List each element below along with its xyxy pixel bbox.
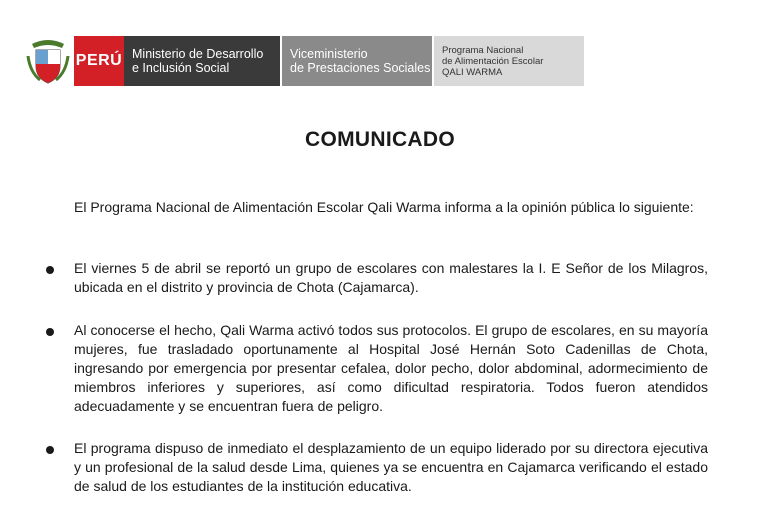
vice-line-2: de Prestaciones Sociales <box>290 61 431 75</box>
peru-coat-of-arms-icon <box>26 36 70 86</box>
bullet-marker <box>46 446 54 454</box>
program-line-2: de Alimentación Escolar <box>442 55 544 67</box>
bullet-paragraph-1: El viernes 5 de abril se reportó un grupo de escolares con malestares la I. E Señor de los Milagros, ubicada en el distrito y provincia de Chota (Cajamarca). <box>74 260 708 295</box>
bullet-marker <box>46 328 54 336</box>
government-header <box>26 36 584 86</box>
peru-label: PERÚ <box>74 36 124 86</box>
program-line-1: Programa Nacional <box>442 44 524 56</box>
intro-paragraph: El Programa Nacional de Alimentación Escolar Qali Warma informa a la opinión pública lo siguiente: <box>74 199 694 215</box>
ministry-line-1: Ministerio de Desarrollo <box>132 47 264 61</box>
ministry-line-2: e Inclusión Social <box>132 61 230 75</box>
ministry-name <box>124 36 280 86</box>
program-line-3: QALI WARMA <box>442 66 503 78</box>
viceministry-name <box>282 36 432 86</box>
document-title: COMUNICADO <box>305 128 455 151</box>
bullet-marker <box>46 266 54 274</box>
program-name <box>434 36 584 86</box>
bullet-paragraph-3: El programa dispuso de inmediato el desplazamiento de un equipo liderado por su directora ejecutiva y un profesional de la salud desde Lima, quienes ya se encuentra en Cajamarca verificando el estado de salud de los estudiantes de la institución educativa. <box>74 440 708 494</box>
bullet-paragraph-2: Al conocerse el hecho, Qali Warma activó todos sus protocolos. El grupo de escolares, en su mayoría mujeres, fue trasladado oportunamente al Hospital José Hernán Soto Cadenillas de Chota, ingresando por emergencia por presentar cefalea, dolor pecho, dolor abdominal, adormecimiento de miembros inferiores y superiores, así como dificultad respiratoria. Todos fueron atendidos adecuadamente y se encuentran fuera de peligro. <box>74 322 708 414</box>
vice-line-1: Viceministerio <box>290 47 368 61</box>
